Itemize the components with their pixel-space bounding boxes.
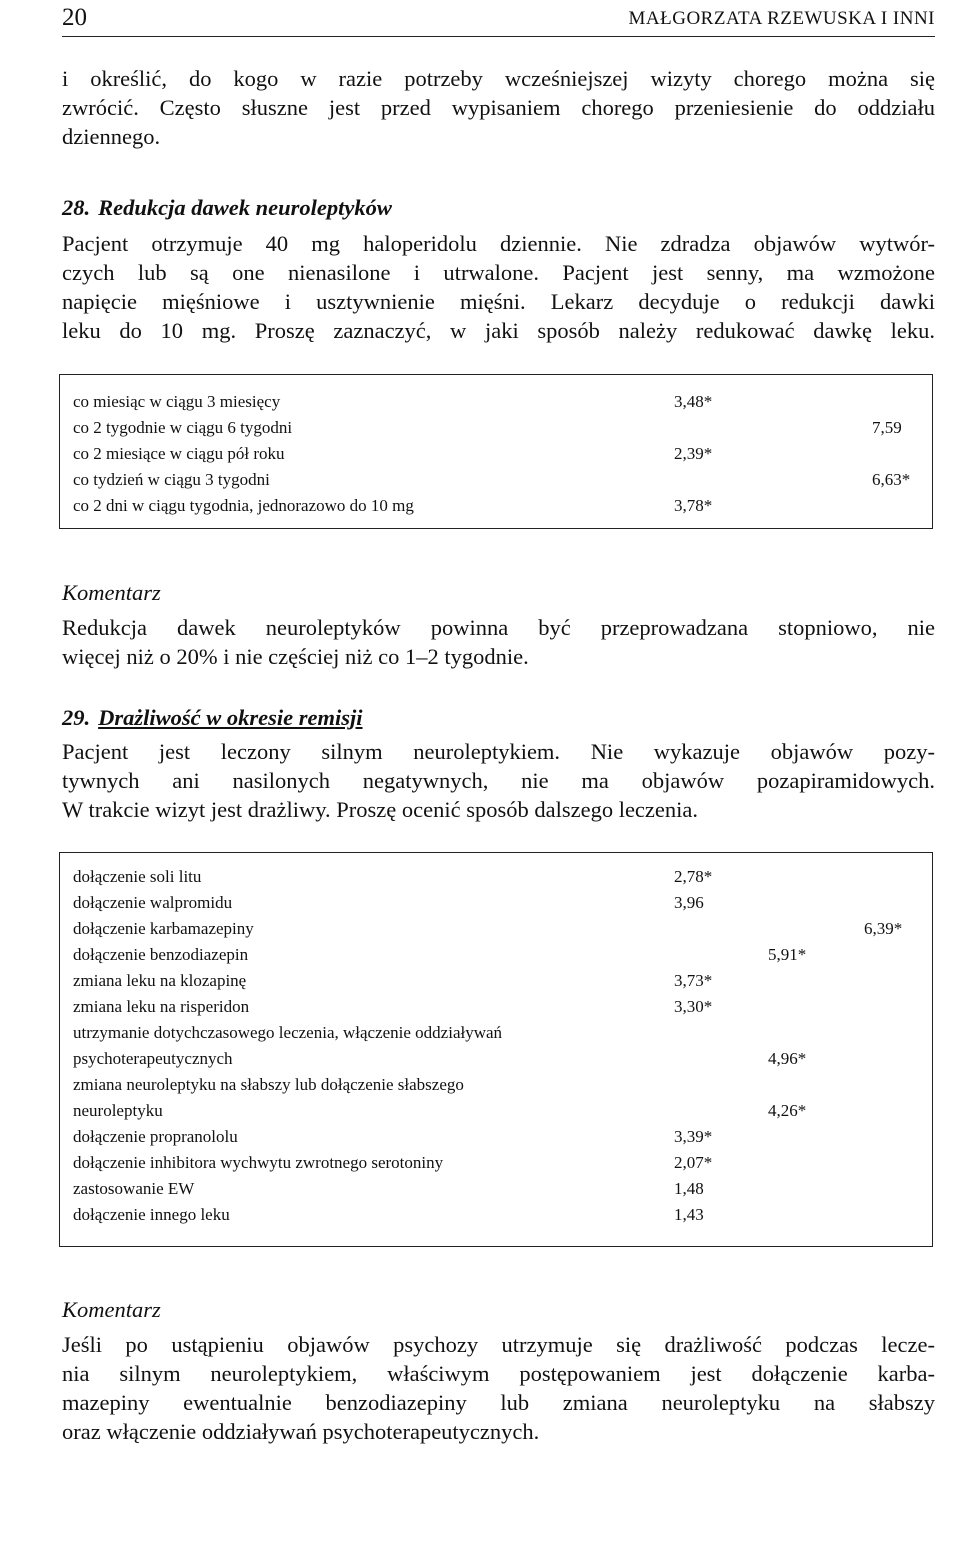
option-value: 3,96: [674, 893, 704, 912]
option-label: co 2 tygodnie w ciągu 6 tygodni: [73, 418, 293, 437]
body-line: czych lub są one nienasilone i utrwalone. Pacjent jest senny, ma wzmożone: [62, 260, 935, 285]
comment-line: Redukcja dawek neuroleptyków powinna być przeprowadzana stopniowo, nie: [62, 615, 935, 640]
body-line: napięcie mięśniowe i usztywnienie mięśni. Lekarz decyduje o redukcji dawki: [62, 289, 935, 314]
option-label: dołączenie innego leku: [73, 1205, 230, 1224]
table-row: [60, 1023, 932, 1049]
body-line: Pacjent otrzymuje 40 mg haloperidolu dziennie. Nie zdradza objawów wytwór-: [62, 231, 935, 256]
option-value: 3,30*: [674, 997, 713, 1016]
comment-28-body: [62, 613, 935, 671]
comment-line: mazepiny ewentualnie benzodiazepiny lub zmiana neuroleptyku na słabszy: [62, 1390, 935, 1415]
option-value: 5,91*: [768, 945, 807, 964]
option-value: 2,39*: [674, 444, 713, 463]
option-label: co 2 dni w ciągu tygodnia, jednorazowo do 10 mg: [73, 496, 414, 515]
section-29-body: [62, 737, 935, 824]
answer-table-28: [59, 374, 933, 529]
option-value: 3,73*: [674, 971, 713, 990]
option-value: 7,59: [872, 418, 902, 437]
option-label: zmiana leku na klozapinę: [73, 971, 247, 990]
section-28-body: [62, 229, 935, 345]
option-value: 3,78*: [674, 496, 713, 515]
table-row: [60, 1075, 932, 1101]
option-value: 4,96*: [768, 1049, 807, 1068]
option-value: 3,48*: [674, 392, 713, 411]
option-value: 2,78*: [674, 867, 713, 886]
table-row: [60, 893, 932, 919]
table-row: [60, 919, 932, 945]
table-row: [60, 1127, 932, 1153]
option-label: utrzymanie dotychczasowego leczenia, włączenie oddziaływań: [73, 1023, 503, 1042]
table-row: [60, 1101, 932, 1127]
comment-heading: Komentarz: [62, 580, 161, 605]
option-label: dołączenie propranololu: [73, 1127, 238, 1146]
option-label: co 2 miesiące w ciągu pół roku: [73, 444, 285, 463]
option-value: 6,63*: [872, 470, 911, 489]
comment-line: Jeśli po ustąpieniu objawów psychozy utrzymuje się drażliwość podczas lecze-: [62, 1332, 935, 1357]
table-row: [60, 1153, 932, 1179]
option-value: 6,39*: [864, 919, 903, 938]
table-row: [60, 1049, 932, 1075]
table-row: [60, 418, 932, 444]
comment-line: więcej niż o 20% i nie częściej niż co 1–2 tygodnie.: [62, 644, 529, 669]
comment-heading: Komentarz: [62, 1297, 161, 1322]
section-title-text: Drażliwość w okresie remisji: [98, 705, 363, 730]
intro-line: zwrócić. Często słuszne jest przed wypisaniem chorego przeniesienie do oddziału: [62, 95, 935, 120]
page-number: 20: [62, 4, 87, 31]
option-label: zmiana neuroleptyku na słabszy lub dołączenie słabszego: [73, 1075, 464, 1094]
table-row: [60, 997, 932, 1023]
section-title-text: Redukcja dawek neuroleptyków: [98, 195, 392, 220]
table-row: [60, 496, 932, 522]
intro-line: dziennego.: [62, 124, 161, 149]
option-label: co miesiąc w ciągu 3 miesięcy: [73, 392, 281, 411]
option-label: dołączenie karbamazepiny: [73, 919, 254, 938]
body-line: tywnych ani nasilonych negatywnych, nie ma objawów pozapiramidowych.: [62, 768, 935, 793]
table-row: [60, 392, 932, 418]
section-29-title: [62, 705, 363, 731]
option-label: dołączenie benzodiazepin: [73, 945, 249, 964]
option-value: 1,43: [674, 1205, 704, 1224]
table-row: [60, 867, 932, 893]
option-label: dołączenie walpromidu: [73, 893, 233, 912]
running-head: MAŁGORZATA RZEWUSKA I INNI: [628, 8, 935, 29]
section-28-title: [62, 195, 392, 221]
option-label: co tydzień w ciągu 3 tygodni: [73, 470, 270, 489]
option-value: 4,26*: [768, 1101, 807, 1120]
body-line: W trakcie wizyt jest drażliwy. Proszę ocenić sposób dalszego leczenia.: [62, 797, 699, 822]
option-label: zastosowanie EW: [73, 1179, 195, 1198]
table-row: [60, 1205, 932, 1231]
table-row: [60, 1179, 932, 1205]
option-value: 1,48: [674, 1179, 704, 1198]
table-row: [60, 945, 932, 971]
comment-line: oraz włączenie oddziaływań psychoterapeutycznych.: [62, 1419, 540, 1444]
body-line: leku do 10 mg. Proszę zaznaczyć, w jaki sposób należy redukować dawkę leku.: [62, 318, 935, 343]
option-label: neuroleptyku: [73, 1101, 163, 1120]
option-label: dołączenie inhibitora wychwytu zwrotnego serotoniny: [73, 1153, 444, 1172]
table-row: [60, 971, 932, 997]
comment-29-body: [62, 1330, 935, 1446]
table-row: [60, 444, 932, 470]
intro-line: i określić, do kogo w razie potrzeby wcześniejszej wizyty chorego można się: [62, 66, 935, 91]
comment-line: nia silnym neuroleptykiem, właściwym postępowaniem jest dołączenie karba-: [62, 1361, 935, 1386]
section-number: 29.: [62, 705, 91, 730]
option-label: psychoterapeutycznych: [73, 1049, 233, 1068]
option-value: 3,39*: [674, 1127, 713, 1146]
option-value: 2,07*: [674, 1153, 713, 1172]
body-line: Pacjent jest leczony silnym neuroleptykiem. Nie wykazuje objawów pozy-: [62, 739, 935, 764]
option-label: dołączenie soli litu: [73, 867, 202, 886]
option-label: zmiana leku na risperidon: [73, 997, 250, 1016]
table-row: [60, 470, 932, 496]
page-header: [62, 4, 935, 37]
answer-table-29: [59, 852, 933, 1247]
intro-paragraph: [62, 64, 935, 151]
section-number: 28.: [62, 195, 91, 220]
